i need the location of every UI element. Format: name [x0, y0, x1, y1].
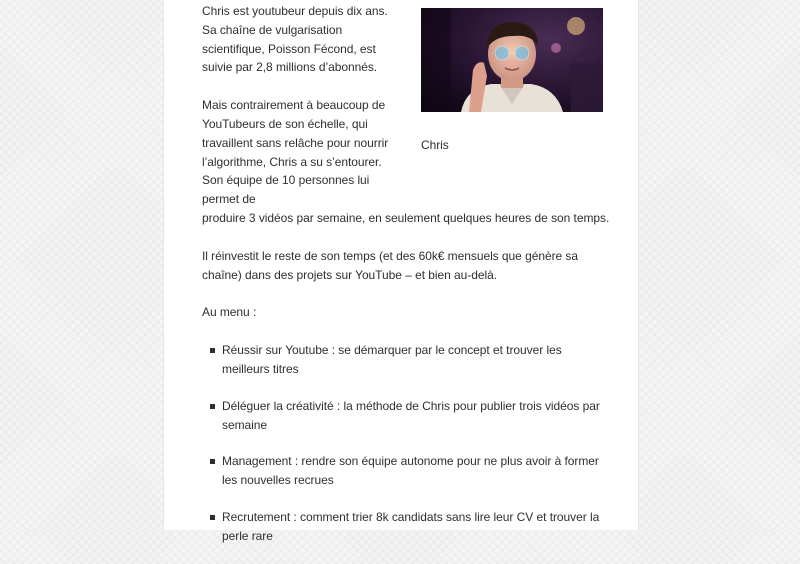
menu-list: [202, 341, 602, 545]
intro-block: [202, 2, 602, 209]
menu-item-label: Management : rendre son équipe autonome pour ne plus avoir à former les nouvelles recrues: [222, 454, 599, 488]
list-item: [202, 341, 604, 379]
bullet-icon: [210, 515, 215, 520]
menu-item-label: Réussir sur Youtube : se démarquer par le concept et trouver les meilleurs titres: [222, 343, 562, 376]
reinvest-paragraph: Il réinvestit le reste de son temps (et des 60k€ mensuels que génère sa chaîne) dans des projets sur YouTube – et bien au-delà.: [202, 248, 578, 282]
menu-heading: Au menu :: [202, 305, 257, 320]
intro-text: [202, 2, 402, 209]
intro-paragraph-2-end: produire 3 vidéos par semaine, en seulement quelques heures de son temps.: [202, 210, 610, 225]
list-item: [202, 397, 604, 435]
menu-item-label: Recrutement : comment trier 8k candidats sans lire leur CV et trouver la perle rare: [222, 509, 600, 543]
bullet-icon: [210, 348, 215, 353]
intro-paragraph-1: Chris est youtubeur depuis dix ans. Sa chaîne de vulgarisation scientifique, Poisson Fécond, est suivie par 2,8 millions d’abonnés.: [202, 4, 388, 75]
list-item: [202, 508, 604, 546]
photo-figure: [421, 8, 603, 153]
intro-paragraph-2: Mais contrairement à beaucoup de YouTubeurs de son échelle, qui travaillent sans relâche pour nourrir l’algorithme, Chris a su s’entourer. Son équipe de 10 personnes lui permet de: [202, 98, 389, 207]
photo-caption: Chris: [421, 138, 449, 152]
list-item: [202, 452, 604, 490]
bullet-icon: [210, 404, 215, 409]
article-page: [163, 0, 639, 543]
bullet-icon: [210, 459, 215, 464]
chris-photo: [421, 8, 603, 112]
menu-item-label: Déléguer la créativité : la méthode de Chris pour publier trois vidéos par semaine: [222, 398, 600, 432]
article-content: [202, 0, 610, 564]
